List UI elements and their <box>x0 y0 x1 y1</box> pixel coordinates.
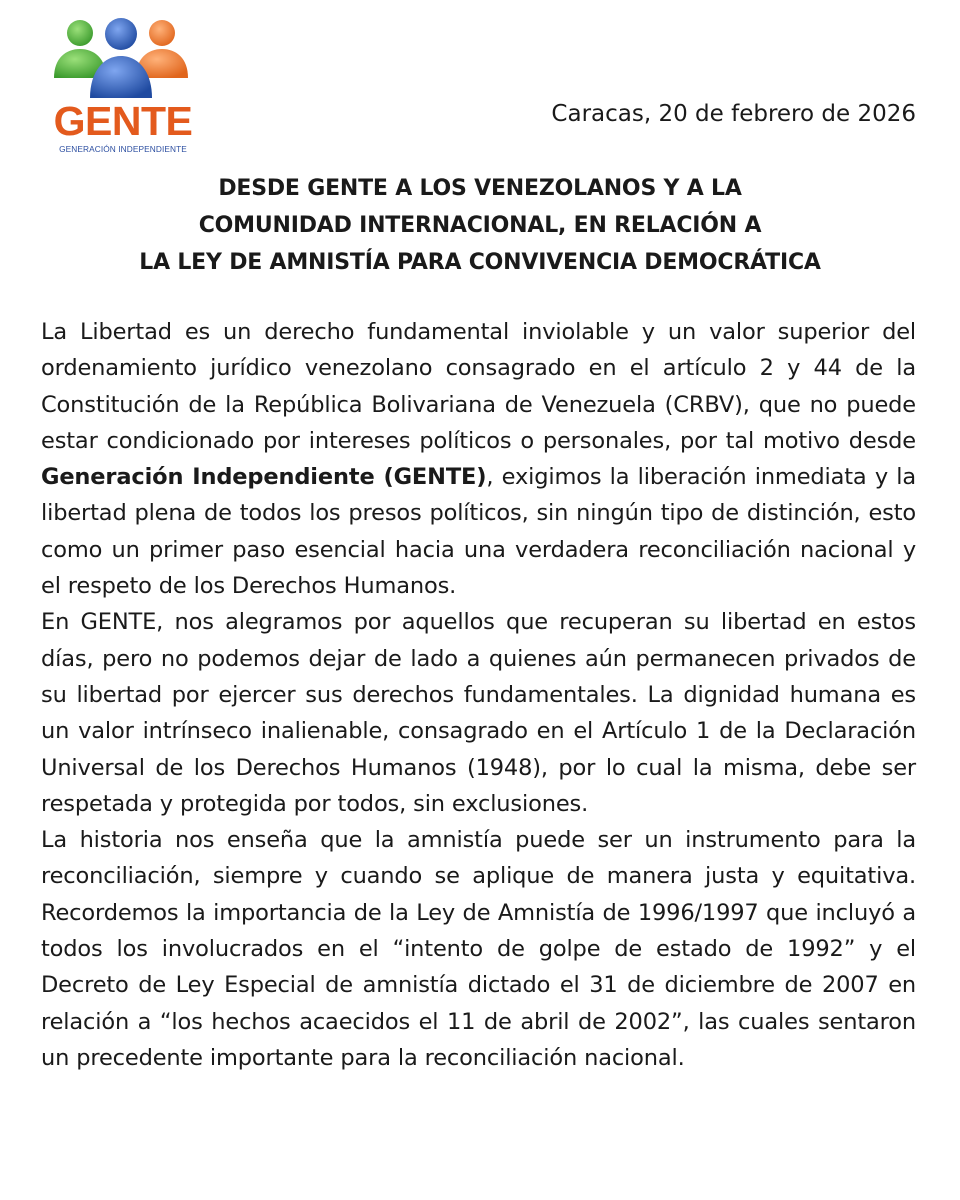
paragraph-3: La historia nos enseña que la amnistía puede ser un instrumento para la reconciliación, siempre y cuando se aplique de manera justa y equitativa. Recordemos la importancia de la Ley de Amnistía de 1996/1997 que incluyó a todos los involucrados en el “intento de golpe de estado de 1992” y el Decreto de Ley Especial de amnistía dictado el 31 de diciembre de 2007 en relación a “los hechos acaecidos el 11 de abril de 2002”, las cuales sentaron un precedente importante para la reconciliación nacional. <box>41 827 916 1071</box>
paragraph-1 <box>41 314 916 604</box>
heading-line-1: DESDE GENTE A LOS VENEZOLANOS Y A LA <box>218 176 742 201</box>
paragraph-2: En GENTE, nos alegramos por aquellos que recuperan su libertad en estos días, pero no podemos dejar de lado a quienes aún permanecen privados de su libertad por ejercer sus derechos fundamentales. La dignidad humana es un valor intrínseco inalienable, consagrado en el Artículo 1 de la Declaración Universal de los Derechos Humanos (1948), por lo cual la misma, debe ser respetada y protegida por todos, sin exclusiones. <box>41 609 916 817</box>
document-date: Caracas, 20 de febrero de 2026 <box>551 101 916 127</box>
heading-line-3: LA LEY DE AMNISTÍA PARA CONVIVENCIA DEMOCRÁTICA <box>139 250 821 275</box>
logo-subtitle: GENERACIÓN INDEPENDIENTE <box>59 144 187 154</box>
organization-name: Generación Independiente (GENTE) <box>41 464 487 491</box>
heading-line-2: COMUNIDAD INTERNACIONAL, EN RELACIÓN A <box>198 213 762 238</box>
people-figures-icon <box>40 16 205 106</box>
logo-wordmark: GENTE <box>53 98 193 144</box>
document-body <box>41 314 916 1076</box>
gente-logo <box>40 16 205 154</box>
paragraph-1-text-start: La Libertad es un derecho fundamental inviolable y un valor superior del ordenamiento jurídico venezolano consagrado en el artículo 2 y 44 de la Constitución de la República Bolivariana de Venezuela (CRBV), que no puede estar condicionado por intereses políticos o personales, por tal motivo desde <box>41 319 916 454</box>
paragraph-1-text-end: , exigimos la liberación inmediata y la libertad plena de todos los presos políticos, sin ningún tipo de distinción, esto como un primer paso esencial hacia una verdadera reconciliación nacional y el respeto de los Derechos Humanos. <box>41 464 916 600</box>
document-heading <box>0 170 960 281</box>
